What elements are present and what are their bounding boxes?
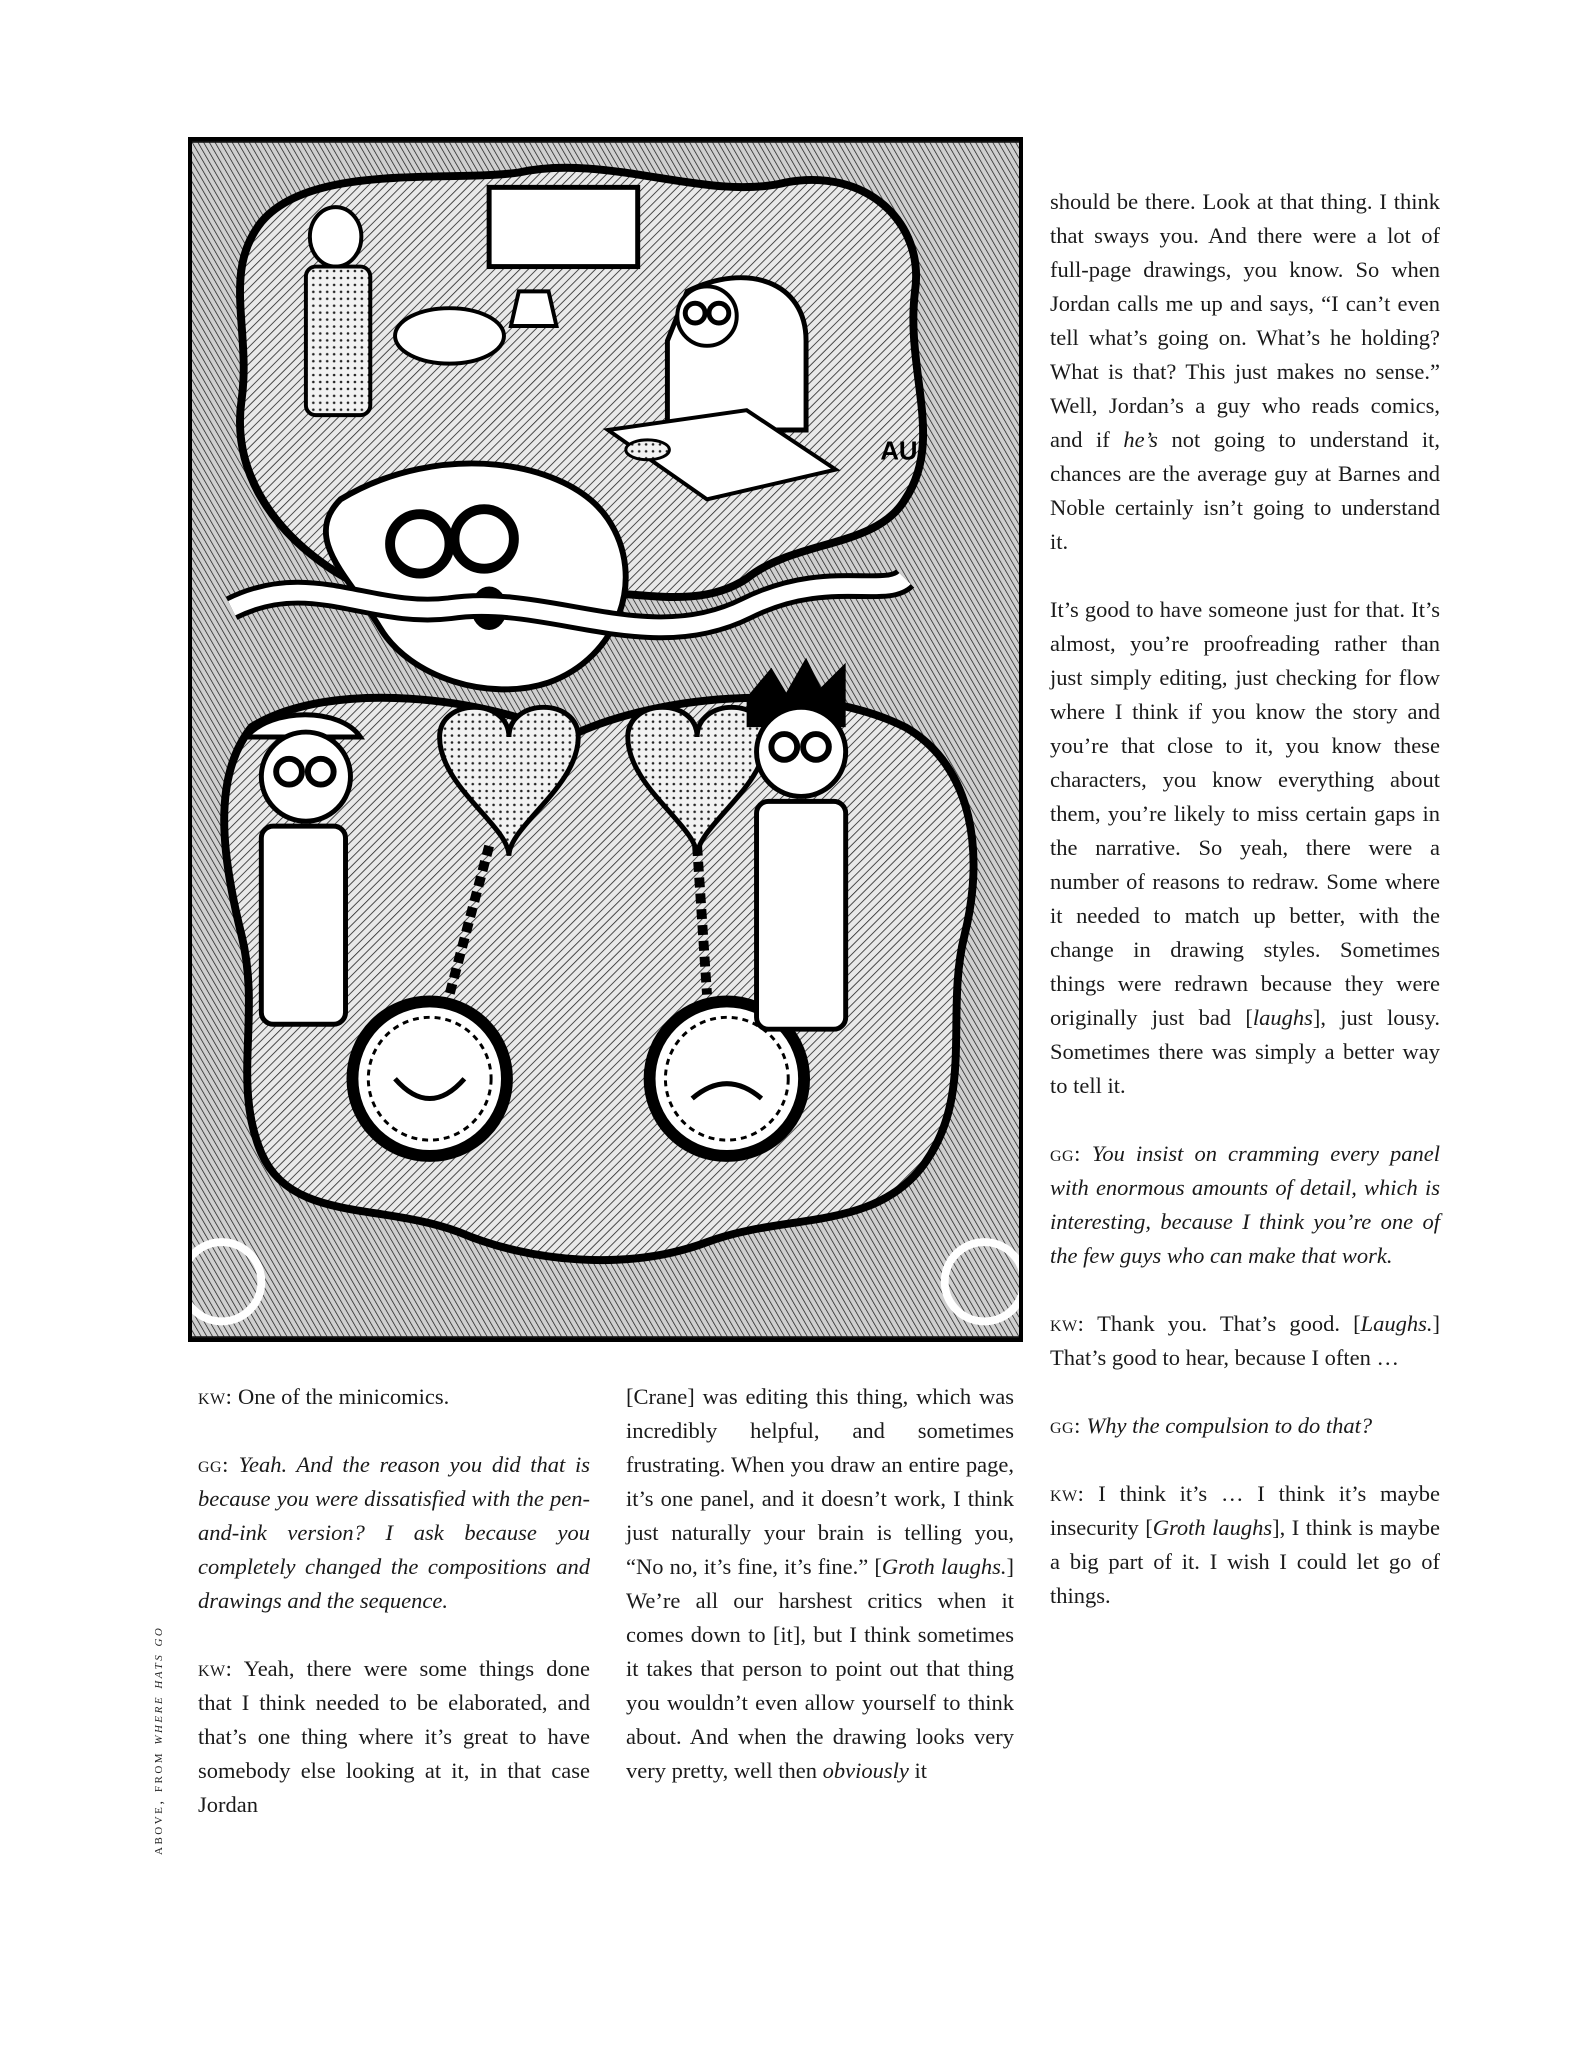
text-run: should be there. Look at that thing. I think that sways you. And there were a lot of full-page drawings, you know. So when Jordan calls me up and says, “I can’t even tell what’s going on. What’s he holding? What is that? This just makes no sense.” Well, Jordan’s a guy who reads comics, and if (1050, 189, 1440, 452)
picture-frame (489, 187, 638, 266)
text-run-italic: he’s (1123, 427, 1158, 452)
text-run: It’s good to have someone just for that. It’s almost, you’re proofreading rather than just simply editing, just checking for flow where I think if you know the story and you’re that close to it, you know these characters, you know everything about them, you’re likely to miss certain gaps in the narrative. So yeah, there were a number of reasons to redraw. Some where it needed to match up better, with the change in drawing styles. Sometimes things were redrawn because they were originally just bad [ (1050, 597, 1440, 1030)
happy-medallion (352, 1001, 507, 1156)
paragraph (1050, 1137, 1440, 1273)
paragraph (1050, 1477, 1440, 1613)
paragraph (198, 1448, 590, 1618)
text-run: it (908, 1758, 927, 1783)
left-boy-body (261, 826, 345, 1024)
grandma-body (306, 267, 370, 416)
text-run-italic: Laughs. (1360, 1311, 1433, 1336)
paragraph-text: Yeah. And the reason you did that is because you were dissatisfied with the pen-and-ink version? I ask because you completely changed the compositions and drawings and the sequence. (198, 1452, 590, 1613)
paragraph (1050, 185, 1440, 559)
text-run: ], I think is maybe a big part of it. I wish I could let go of things. (1050, 1515, 1440, 1608)
paragraph-text: Thank you. That’s good. [ (1084, 1311, 1361, 1336)
paragraph-text: Why the compulsion to do that? (1080, 1413, 1373, 1438)
comic-illustration (188, 137, 1023, 1342)
grandma-head (310, 207, 362, 266)
text-column-2 (626, 1380, 1014, 1788)
right-boy-body (757, 801, 846, 1029)
text-run: ] That’s good to hear, because I often … (1050, 1311, 1440, 1370)
text-run-italic: Groth laughs (1152, 1515, 1273, 1540)
turkey-platter (395, 308, 504, 363)
speaker-label: gg: (198, 1452, 229, 1477)
text-run-italic: Groth laughs. (881, 1554, 1007, 1579)
speaker-label: kw: (1050, 1481, 1085, 1506)
text-column-1 (198, 1380, 590, 1822)
speaker-label: kw: (198, 1384, 233, 1409)
text-column-3 (1050, 185, 1440, 1613)
lamp (511, 291, 557, 326)
paragraph (1050, 593, 1440, 1103)
paragraph-text: I think it’s … I think it’s maybe insecurity [ (1050, 1481, 1440, 1540)
paragraph (626, 1380, 1014, 1788)
paragraph (198, 1380, 590, 1414)
speaker-label: gg: (1050, 1413, 1081, 1438)
paragraph-text: Yeah, there were some things done that I think needed to be elaborated, and that’s one thing where it’s great to have somebody else looking at it, in that case Jordan (198, 1656, 590, 1817)
caption-title: where hats go (150, 1625, 166, 1745)
speaker-label: kw: (198, 1656, 233, 1681)
text-run: not going to understand it, chances are the average guy at Barnes and Noble certainly isn’t going to understand it. (1050, 427, 1440, 554)
paragraph (1050, 1307, 1440, 1375)
speaker-label: gg: (1050, 1141, 1081, 1166)
text-run: [Crane] was editing this thing, which was incredibly helpful, and sometimes frustrating. When you draw an entire page, it’s one panel, and it doesn’t work, I think just naturally your brain is telling you, “No no, it’s fine, it’s fine.” [ (626, 1384, 1014, 1579)
paragraph-text: You insist on cramming every panel with enormous amounts of detail, which is interesting, because I think you’re one of the few guys who can make that work. (1050, 1141, 1440, 1268)
paragraph-text: One of the minicomics. (232, 1384, 450, 1409)
wall-sign-text: AU (880, 437, 918, 466)
speaker-label: kw: (1050, 1311, 1085, 1336)
paragraph (1050, 1409, 1440, 1443)
text-run-italic: laughs (1252, 1005, 1313, 1030)
figure-caption (150, 1626, 167, 1855)
paragraph (198, 1652, 590, 1822)
text-run: ], just lousy. Sometimes there was simply a better way to tell it. (1050, 1005, 1440, 1098)
text-run: ] We’re all our harshest critics when it comes down to [it], but I think sometimes it takes that person to point out that thing you wouldn’t even allow yourself to think about. And when the drawing looks very very pretty, well then (626, 1554, 1014, 1783)
caption-prefix: above, from (150, 1744, 166, 1855)
comic-illustration-svg (192, 141, 1019, 1338)
text-run-italic: obviously (822, 1758, 909, 1783)
